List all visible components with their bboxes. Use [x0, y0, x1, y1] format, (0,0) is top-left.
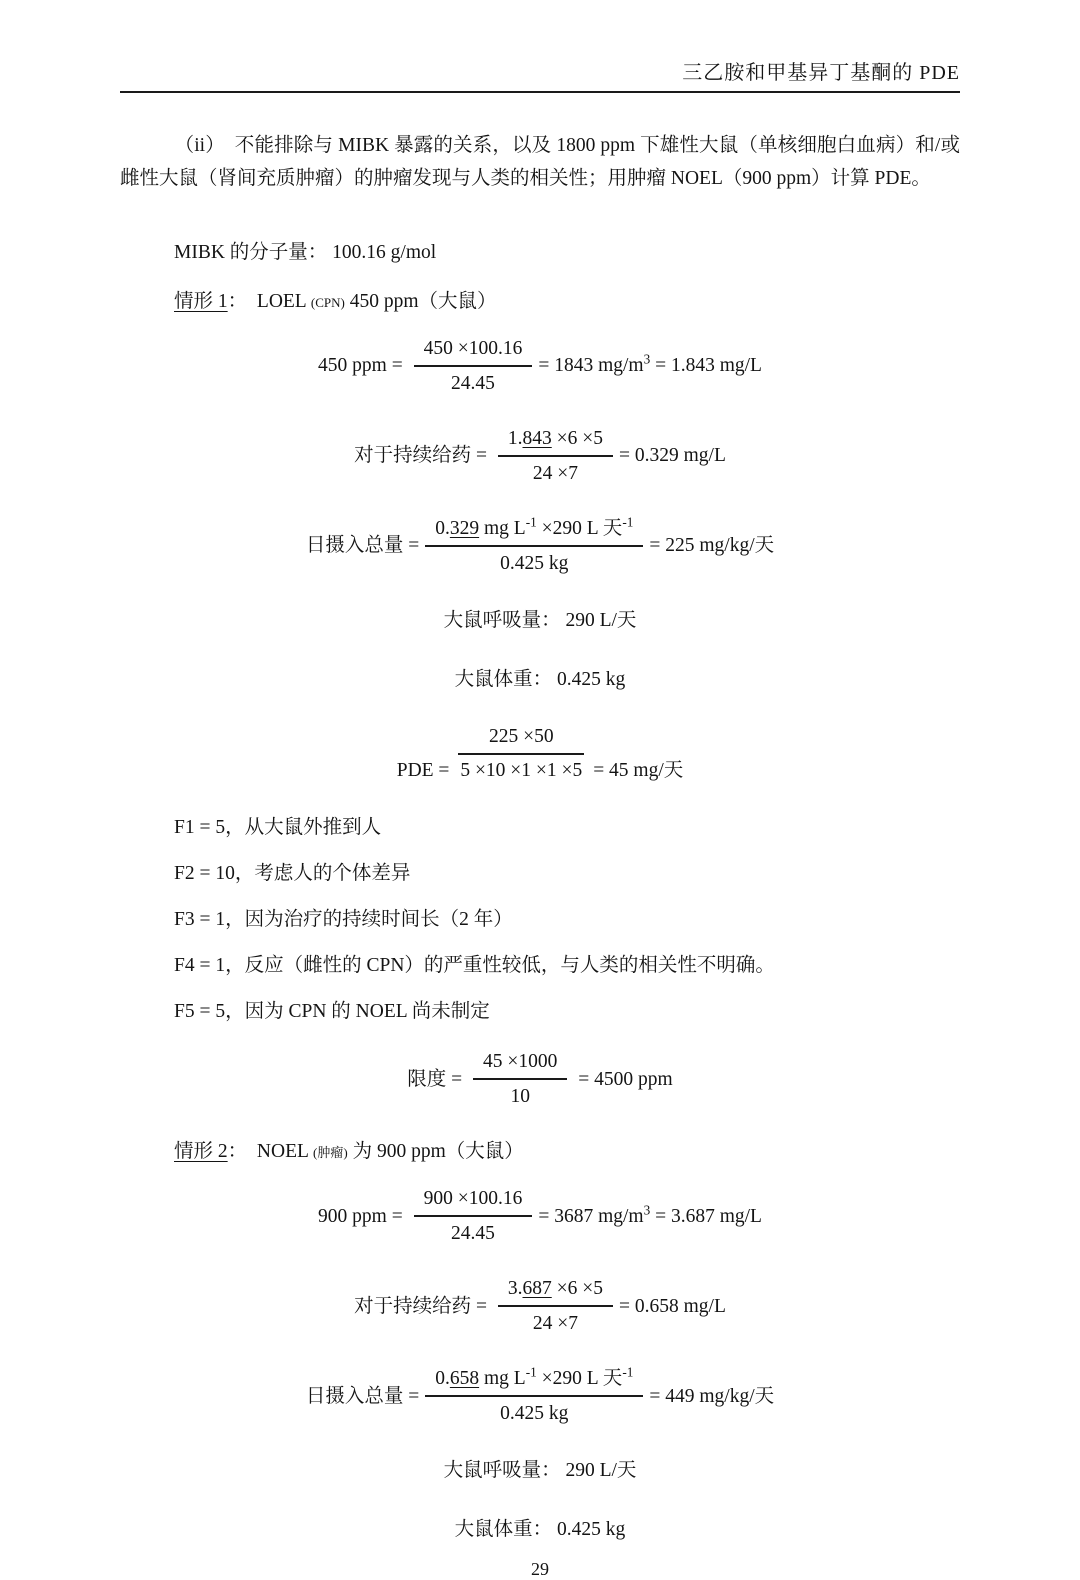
- eq-continuous-2-lead: 对于持续给药 =: [354, 1295, 492, 1317]
- case1-post: 450 ppm（大鼠）: [344, 290, 497, 312]
- eq-450ppm-denominator: 24.45: [451, 372, 495, 394]
- molecular-weight-line: MIBK 的分子量： 100.16 g/mol: [174, 241, 437, 263]
- eq-continuous-dosing-1: [120, 425, 960, 487]
- eq-pde-result: = 45 mg/天: [588, 759, 684, 781]
- case1-subscript: (CPN): [310, 294, 345, 310]
- eq-900ppm-result: = 3687 $mg/m^3 = 3.687$ mg/L: [538, 1202, 762, 1227]
- case2-pre: NOEL: [256, 1141, 314, 1162]
- case1-colon: ：: [227, 290, 257, 312]
- eq-900ppm-numerator: 900 ×100.16: [414, 1185, 533, 1217]
- superscript-minus1: -1: [622, 1364, 634, 1380]
- eq-daily-2-result: = 449 mg/kg/天: [649, 1385, 775, 1407]
- eq-limit-lead: 限度 =: [407, 1068, 468, 1090]
- eq-900ppm: [120, 1185, 960, 1247]
- eq-continuous-1-fraction: [498, 425, 613, 487]
- eq-continuous-1-result: = 0.329 mg/L: [619, 445, 726, 466]
- rat-weight-line-1: 大鼠体重： 0.425 kg: [454, 668, 626, 690]
- eq-daily-2-fraction: [425, 1365, 643, 1427]
- eq-daily-2-denominator: 0.425 kg: [500, 1403, 569, 1424]
- eq-daily-intake-1: [120, 515, 960, 577]
- eq-900ppm-denominator: 24.45: [451, 1223, 495, 1244]
- eq-daily-1-fraction: [425, 515, 643, 577]
- factor-line-f5: F5 = 5，因为 CPN 的 NOEL 尚未制定: [174, 1000, 490, 1022]
- case1-heading: [174, 288, 960, 317]
- rat-respiration-line-2: 大鼠呼吸量： 290 L/天: [443, 1460, 637, 1481]
- eq-900ppm-fraction: [414, 1185, 533, 1247]
- eq-continuous-2-fraction: [498, 1275, 613, 1337]
- eq-continuous-2-denominator: 24 ×7: [532, 1313, 578, 1334]
- eq-limit-denominator: 10: [510, 1086, 530, 1107]
- case2-subscript: (肿瘤): [313, 1145, 348, 1160]
- rat-respiration-line-1: 大鼠呼吸量： 290 L/天: [443, 609, 637, 631]
- case2-heading: [174, 1138, 960, 1167]
- superscript-minus1: -1: [525, 514, 537, 529]
- eq-limit-fraction: [473, 1048, 567, 1110]
- eq-pde: [120, 723, 960, 784]
- eq-daily-1-lead: 日摄入总量 =: [305, 535, 420, 556]
- eq-limit-result: = 4500 ppm: [573, 1068, 673, 1090]
- eq-450ppm-lead: 450 ppm =: [318, 355, 408, 376]
- case1-label: 情形 1: [174, 290, 228, 312]
- rat-weight-line-2: 大鼠体重： 0.425 kg: [454, 1519, 626, 1540]
- factor-line-f3: F3 = 1，因为治疗的持续时间长（2 年）: [174, 908, 513, 930]
- eq-continuous-2-result: = 0.658 mg/L: [619, 1295, 726, 1317]
- eq-pde-lead: PDE =: [396, 759, 455, 781]
- eq-limit-numerator: 45 ×1000: [473, 1048, 567, 1080]
- page-footer: [120, 1559, 960, 1580]
- case2-post: 为 900 ppm（大鼠）: [347, 1141, 524, 1162]
- eq-continuous-1-numerator: 1.843 ×6 ×5: [498, 425, 613, 457]
- eq-continuous-2-numerator: 3.687 ×6 ×5: [498, 1275, 613, 1307]
- eq-pde-denominator: 5 ×10 ×1 ×1 ×5: [458, 753, 584, 784]
- superscript-minus1: -1: [622, 514, 634, 529]
- case2-label: 情形 2: [174, 1141, 228, 1162]
- page-number: 29: [531, 1559, 549, 1579]
- eq-continuous-1-lead: 对于持续给药 =: [354, 445, 492, 466]
- eq-daily-2-lead: 日摄入总量 =: [305, 1385, 420, 1407]
- superscript-3: 3: [643, 1202, 651, 1217]
- eq-continuous-1-denominator: 24 ×7: [532, 462, 578, 484]
- eq-continuous-dosing-2: [120, 1275, 960, 1337]
- eq-450ppm: [120, 335, 960, 397]
- factor-line-f4: F4 = 1，反应（雌性的 CPN）的严重性较低，与人类的相关性不明确。: [174, 954, 775, 976]
- case2-colon: ：: [227, 1141, 257, 1162]
- factor-line-f2: F2 = 10，考虑人的个体差异: [174, 862, 411, 884]
- eq-limit: [120, 1048, 960, 1110]
- eq-450ppm-result: = 1843 $mg/m^3 = 1.843$ mg/L: [538, 351, 762, 376]
- eq-daily-intake-2: [120, 1365, 960, 1427]
- eq-daily-2-numerator: 0.658 mg $L^{-1} \times 290$ L 天$^{-1}$: [425, 1365, 643, 1397]
- page-header: [120, 56, 960, 93]
- intro-paragraph: （ii） 不能排除与 MIBK 暴露的关系，以及 1800 ppm 下雄性大鼠（单核细胞白血病）和/或雌性大鼠（肾间充质肿瘤）的肿瘤发现与人类的相关性；用肿瘤 NOEL（900 ppm）计算 PDE。: [120, 135, 960, 189]
- eq-pde-numerator: 225 ×50: [489, 725, 554, 747]
- eq-daily-1-denominator: 0.425 kg: [500, 552, 569, 574]
- factor-line-f1: F1 = 5，从大鼠外推到人: [174, 816, 382, 838]
- eq-450ppm-fraction: [414, 335, 533, 397]
- eq-900ppm-lead: 900 ppm =: [318, 1205, 408, 1227]
- eq-450ppm-numerator: 450 ×100.16: [414, 335, 533, 367]
- case1-pre: LOEL: [256, 290, 311, 312]
- superscript-minus1: -1: [525, 1364, 537, 1380]
- superscript-3: 3: [643, 351, 651, 367]
- eq-pde-fraction: [458, 723, 584, 784]
- eq-daily-1-result: = 225 mg/kg/天: [649, 535, 775, 556]
- eq-daily-1-numerator: 0.329 mg $L^{-1} \times 290$ L 天$^{-1}$: [425, 515, 643, 547]
- header-title: 三乙胺和甲基异丁基酮的 PDE: [682, 62, 960, 84]
